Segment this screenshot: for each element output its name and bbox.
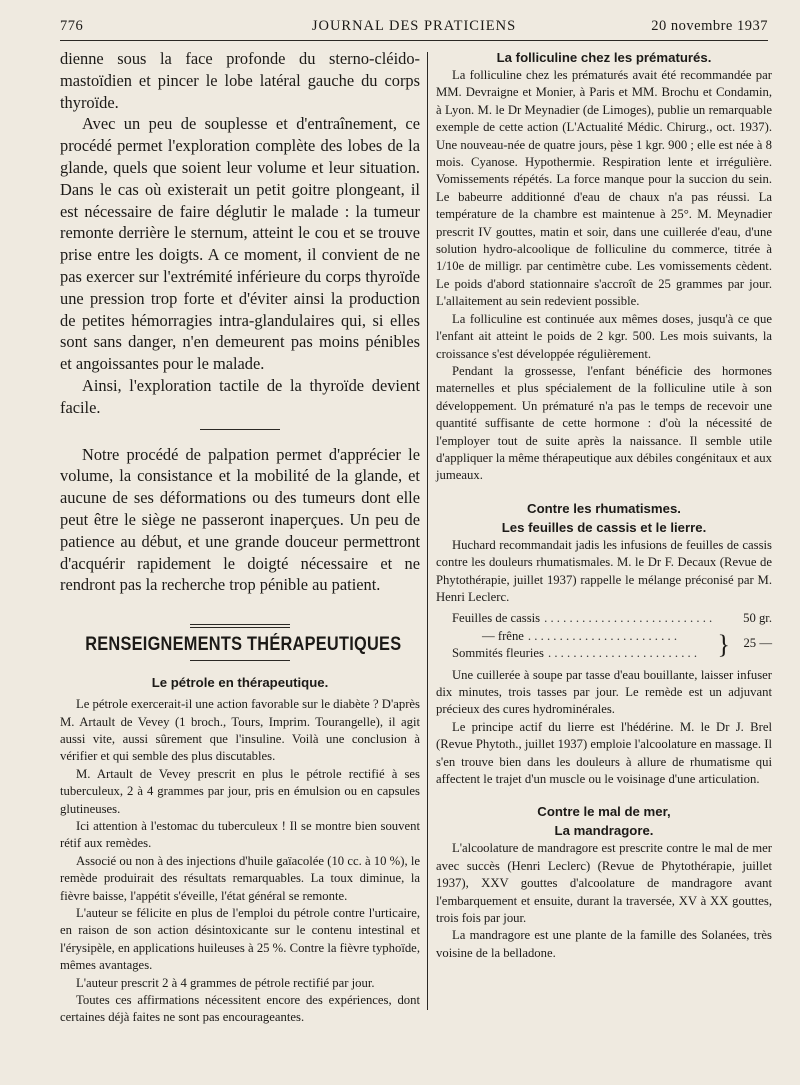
issue-date: 20 novembre 1937 [651, 18, 768, 34]
dose: 25 — [743, 636, 772, 651]
left-column [60, 48, 420, 1027]
paragraph: Pendant la grossesse, l'enfant bénéficie des hormones maternelles et plus spécialement de la folliculine utile à son développement. Un prématuré n'a pas le temps de recevoir une quantité suffisante de cette hormone : d'où la nécessité de l'employer tout de suite après la naissance. Il semble utile d'appliquer la même thérapeutique aux débiles congénitaux et aux jumeaux. [436, 363, 772, 483]
paragraph: La folliculine chez les prématurés avait été recommandée par MM. Devraigne et Monier, à Paris et MM. Brochu et Condamin, à Lyon. M. le Dr Meynadier (de Limoges), publie un remarquable exemple de cette action (L'Actualité Médic. Chirurg., oct. 1937). Une nouveau-née de quatre jours, pèse 1 kgr. 900 ; elle est née à 8 mois. Cyanose. Hypothermie. Respiration lente et irrégulière. Vomissements répétés. La force manque pour la succion du sein. Le babeurre additionné d'eau de chaux n'a pas réussi. La température de la chambre est maintenue à 25°. M. Meynadier prescrit IV gouttes, matin et soir, dans une cuillerée d'eau, d'une solution hydro-alcoolique de folliculine du commerce, titrée à 1/10e de milligr. par centimètre cube. Les vomissements cèdent. Le poids d'abord stationnaire s'accroît de 25 grammes par jour. L'allaitement au sein redevient possible. [436, 68, 772, 309]
right-column [436, 48, 772, 962]
formula-row: Feuilles de cassis . . . . . . . . . . . . . . . . . . . . . . . . . . . 50 gr. [436, 610, 772, 627]
divider [190, 660, 290, 661]
paragraph: La folliculine est continuée aux mêmes doses, jusqu'à ce que l'enfant ait atteint le poids de 2 kgr. 500. Les mois suivants, la croissance s'est développée régulièrement. [436, 311, 772, 361]
paragraph: La mandragore est une plante de la famille des Solanées, très voisine de la belladone. [436, 928, 772, 960]
ingredient: — frêne [482, 628, 524, 643]
ingredient: Sommités fleuries [452, 646, 544, 661]
page-number: 776 [60, 18, 84, 34]
paragraph: L'alcoolature de mandragore est prescrite contre le mal de mer avec succès (Henri Leclerc) (Revue de Phytothérapie, juillet 1937), XXV gouttes d'alcoolature de mandragore avant l'embarquement et ensuite, durant la traversée, XV à XX gouttes, trois fois par jour. [436, 841, 772, 926]
article-subheading: Les feuilles de cassis et le lierre. [501, 519, 707, 535]
formula-row: Sommités fleuries . . . . . . . . . . . . . . . . . . . . . . . . [436, 645, 772, 662]
paragraph: L'auteur prescrit 2 à 4 grammes de pétrole rectifié par jour. [76, 975, 375, 990]
article-heading: Le pétrole en thérapeutique. [151, 675, 329, 691]
article-subheading: La mandragore. [554, 823, 654, 839]
brace: } [717, 630, 730, 660]
journal-title: JOURNAL DES PRATICIENS [311, 18, 517, 34]
paragraph: Une cuillerée à soupe par tasse d'eau bouillante, laisser infuser dix minutes, trois tasses par jour. Le remède est un adjuvant précieux des cures hydrominérales. [436, 667, 772, 717]
paragraph: Avec un peu de souplesse et d'entraînement, ce procédé permet l'exploration complète des lobes de la glande, quels que soient leur volume et leur situation. Dans le cas où existerait un petit goitre plongeant, il est nécessaire de faire déglutir le malade : la tumeur remonte derrière le sternum, atteint le cou et se trouve prise entre les doigts. A ce moment, il convient de ne pas exercer sur l'extrémité inférieure du corps thyroïde une pression trop forte et d'éviter ainsi la production de petites hémorragies intra-glandulaires qui, si elles sont sans danger, n'en demeurent pas moins pénibles et angoissantes pour le malade. [60, 114, 420, 374]
paragraph: Ainsi, l'exploration tactile de la thyroïde devient facile. [60, 375, 420, 417]
article-heading: Contre le mal de mer, [537, 804, 671, 820]
divider [200, 429, 280, 430]
formula-row: — frêne . . . . . . . . . . . . . . . . . . . . . . . . [436, 628, 772, 645]
paragraph: Le pétrole exercerait-il une action favorable sur le diabète ? D'après M. Artault de Vevey (1 broch., Tours, Imprim. Tourangelle), il agit aussi vite, aussi sûrement que l'insuline. Voilà une conclusion à vérifier et qui semble des plus discutables. [60, 697, 420, 764]
ingredient: Feuilles de cassis [452, 611, 541, 626]
article-heading: La folliculine chez les prématurés. [496, 50, 712, 65]
paragraph: Toutes ces affirmations nécessitent encore des expériences, dont certaines déjà faites ne sont pas encourageantes. [60, 993, 420, 1025]
dose: 50 gr. [743, 611, 772, 626]
paragraph: Le principe actif du lierre est l'hédérine. M. le Dr J. Brel (Revue Phytoth., juillet 1937) emploie l'alcoolature en massage. Il s'en trouve bien dans les douleurs à allure de rhumatisme qui affectent le trajet d'un muscle ou le voisinage d'une articulation. [436, 719, 772, 787]
paragraph: Ici attention à l'estomac du tuberculeux ! Il se montre bien souvent rétif aux remèdes. [60, 818, 420, 851]
section-title: RENSEIGNEMENTS THÉRAPEUTIQUES [85, 634, 402, 656]
column-divider [427, 52, 428, 1010]
paragraph: Huchard recommandait jadis les infusions de feuilles de cassis contre les douleurs rhumatismales. M. le Dr F. Decaux (Revue de Phytothérapie, juillet 1937) rappelle le mélange préconisé par M. Henri Leclerc. [436, 537, 772, 604]
paragraph: M. Artault de Vevey prescrit en plus le pétrole rectifié à ses tuberculeux, 2 à 4 grammes par jour, pris en émulsion ou en capsules glutineuses. [60, 766, 420, 816]
prescription-formula [436, 610, 772, 662]
article-heading: Contre les rhumatismes. [527, 500, 681, 516]
paragraph: L'auteur se félicite en plus de l'emploi du pétrole contre l'urticaire, en raison de son action désintoxicante sur le contenu intestinal et l'érysipèle, en applications huileuses à 25 %. Contre la fièvre typhoïde, mêmes avantages. [60, 906, 420, 973]
paragraph: Associé ou non à des injections d'huile gaïacolée (10 cc. à 10 %), le remède produirait des résultats remarquables. La toux diminue, la fièvre baisse, l'appétit s'éveille, l'état général se remonte. [60, 853, 420, 903]
paragraph: Notre procédé de palpation permet d'apprécier le volume, la consistance et la mobilité de la glande, et aucune de ses déformations ou des tumeurs dont elle peut être le siège ne passeront inaperçues. Un peu de patience au début, et une grande douceur permettront d'acquérir rapidement le doigté nécessaire et ne rendront pas la recherche trop pénible au patient. [60, 444, 420, 595]
page-header [60, 14, 768, 41]
divider [190, 624, 290, 628]
paragraph: dienne sous la face profonde du sterno-cléido-mastoïdien et pincer le lobe latéral gauche du corps thyroïde. [60, 49, 420, 112]
